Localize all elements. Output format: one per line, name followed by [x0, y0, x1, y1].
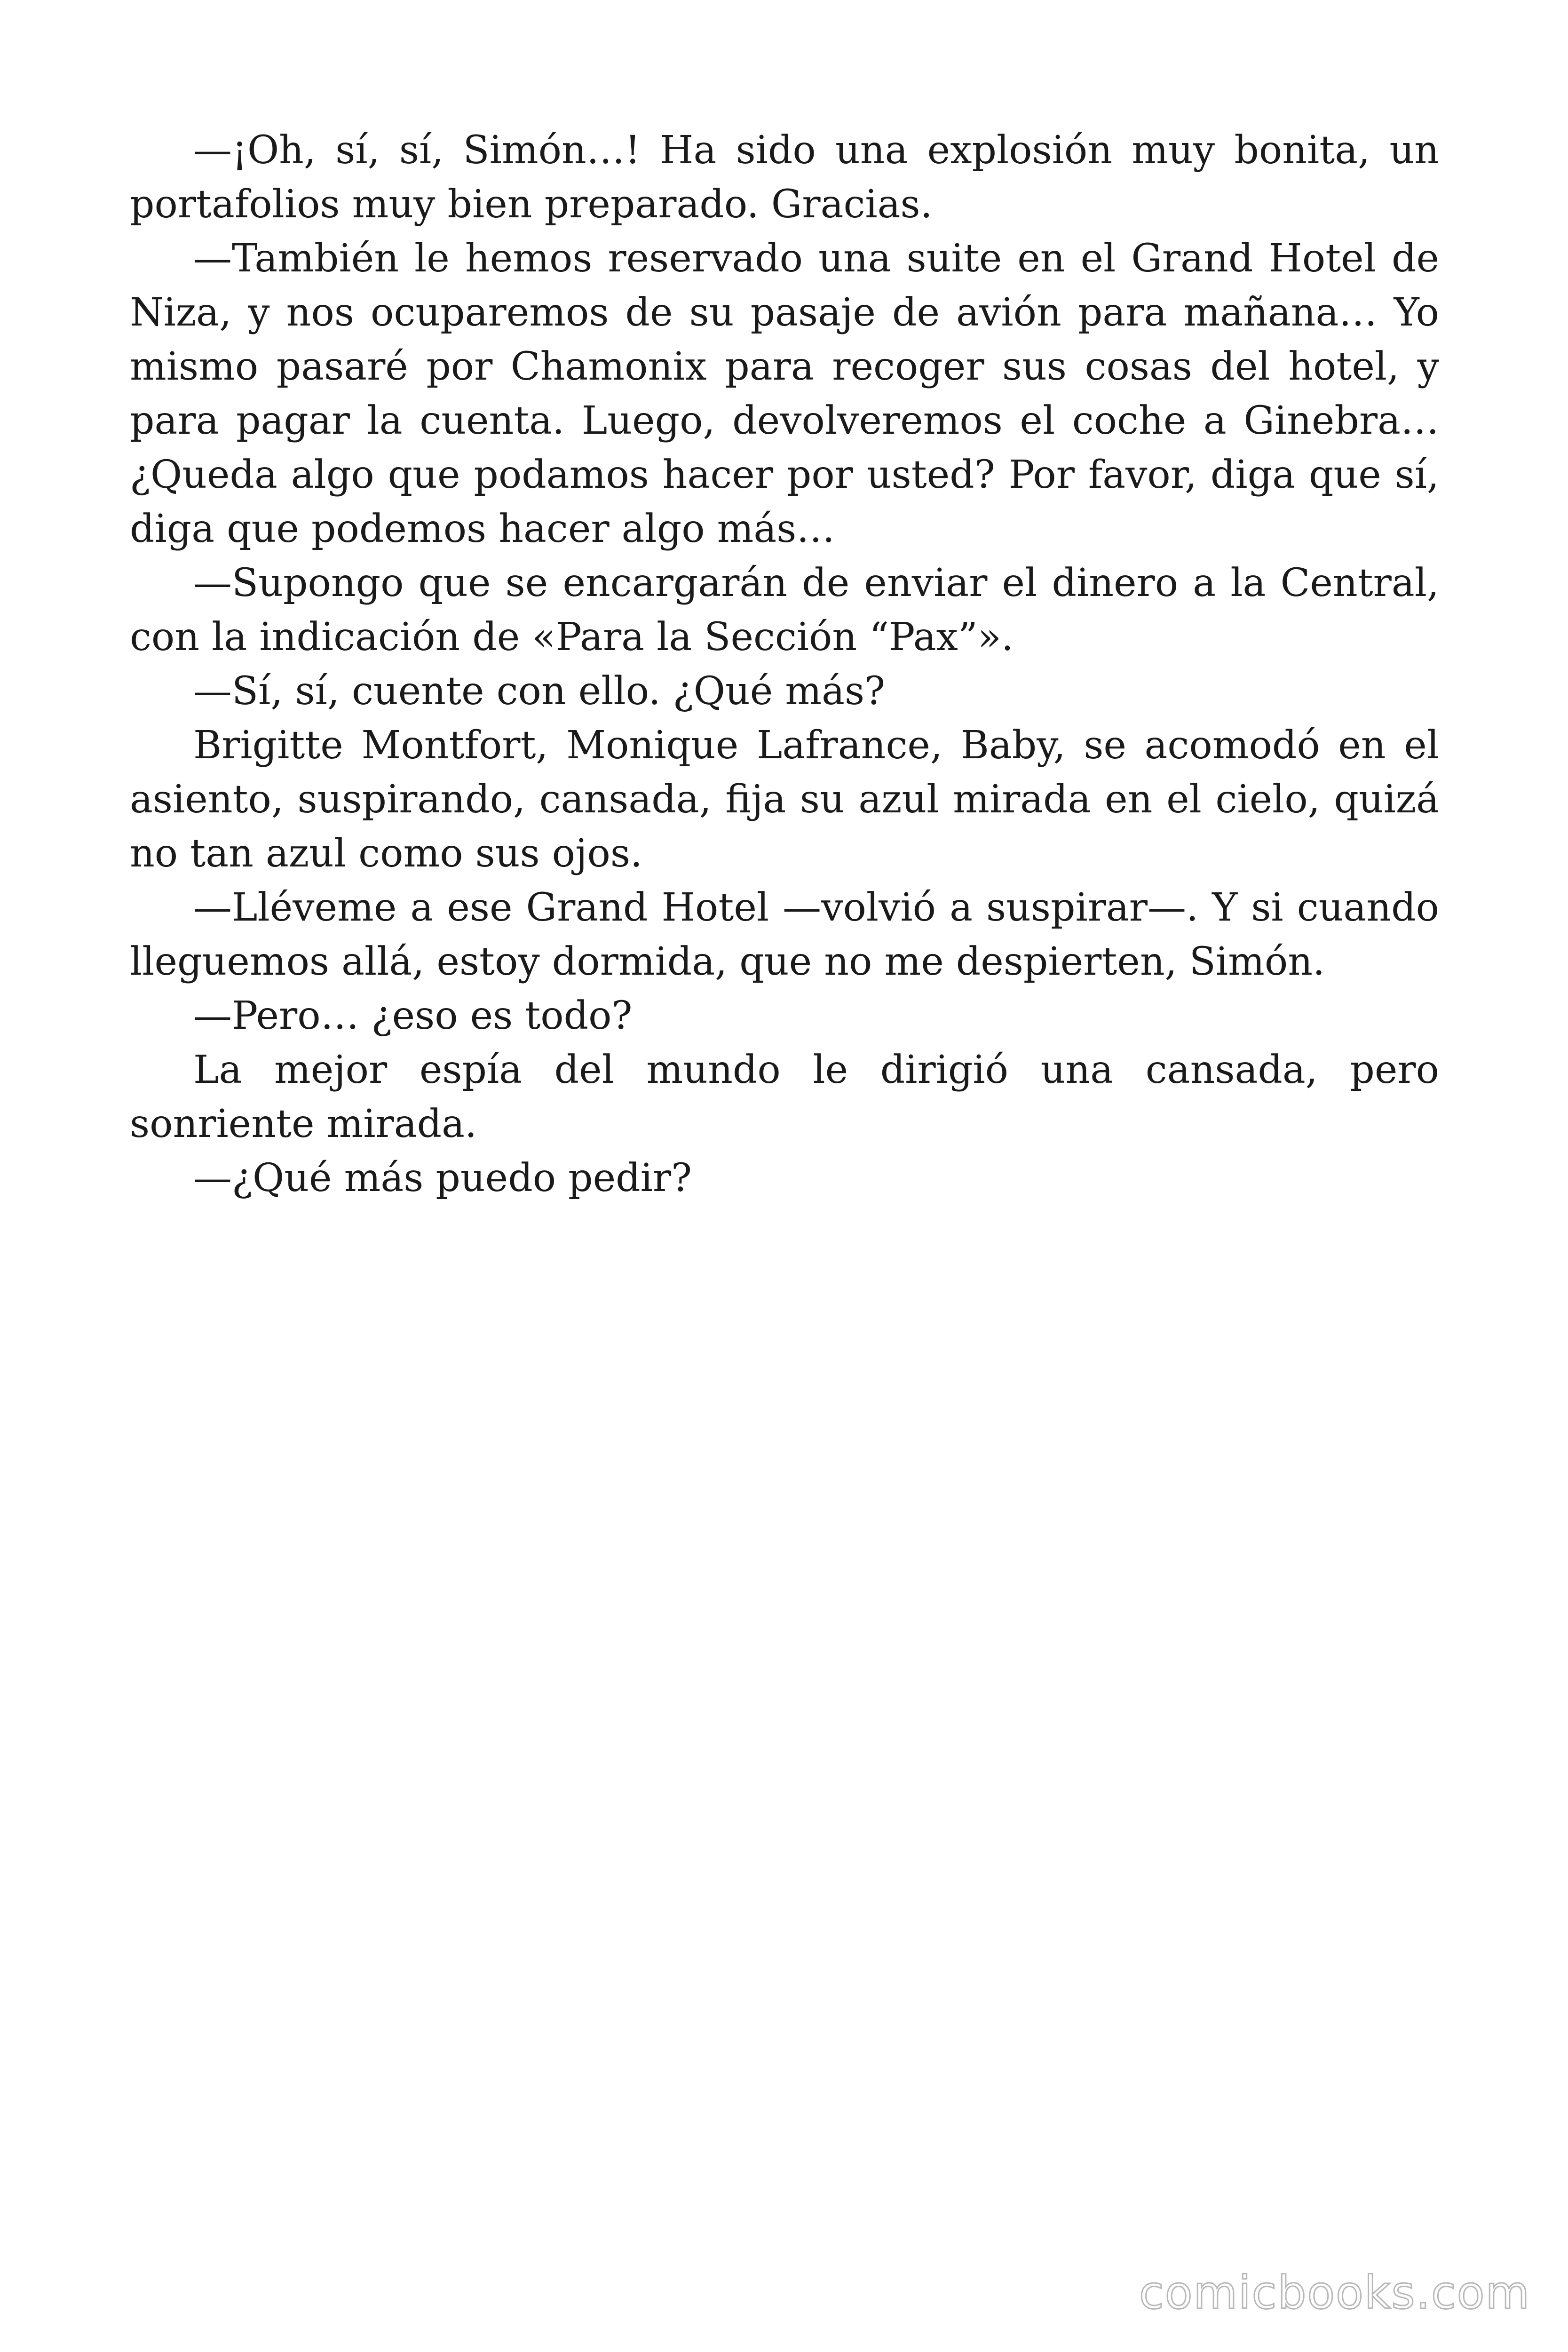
paragraph: —Lléveme a ese Grand Hotel —volvió a suspirar—. Y si cuando lleguemos allá, estoy dormida, que no me despierten, Simón.	[130, 885, 1439, 984]
paragraph: Brigitte Montfort, Monique Lafrance, Baby, se acomodó en el asiento, suspirando, cansada, fija su azul mirada en el cielo, quizá no tan azul como sus ojos.	[130, 723, 1439, 876]
paragraph: —¡Oh, sí, sí, Simón…! Ha sido una explosión muy bonita, un portafolios muy bien preparado. Gracias.	[130, 128, 1439, 227]
paragraph: —Sí, sí, cuente con ello. ¿Qué más?	[193, 669, 886, 714]
paragraph: —¿Qué más puedo pedir?	[193, 1156, 692, 1200]
watermark: comicbooks.com	[1139, 2266, 1530, 2319]
paragraph: —Supongo que se encargarán de enviar el dinero a la Central, con la indicación de «Para la Sección “Pax”».	[130, 561, 1439, 660]
page-body	[130, 123, 1439, 1205]
paragraph: La mejor espía del mundo le dirigió una cansada, pero sonriente mirada.	[130, 1048, 1439, 1146]
paragraph: —Pero… ¿eso es todo?	[193, 993, 633, 1038]
paragraph: —También le hemos reservado una suite en el Grand Hotel de Niza, y nos ocuparemos de su pasaje de avión para mañana… Yo mismo pasaré por Chamonix para recoger sus cosas del hotel, y para pagar la cuenta. Luego, devolveremos el coche a Ginebra… ¿Queda algo que podamos hacer por usted? Por favor, diga que sí, diga que podemos hacer algo más…	[130, 236, 1439, 551]
